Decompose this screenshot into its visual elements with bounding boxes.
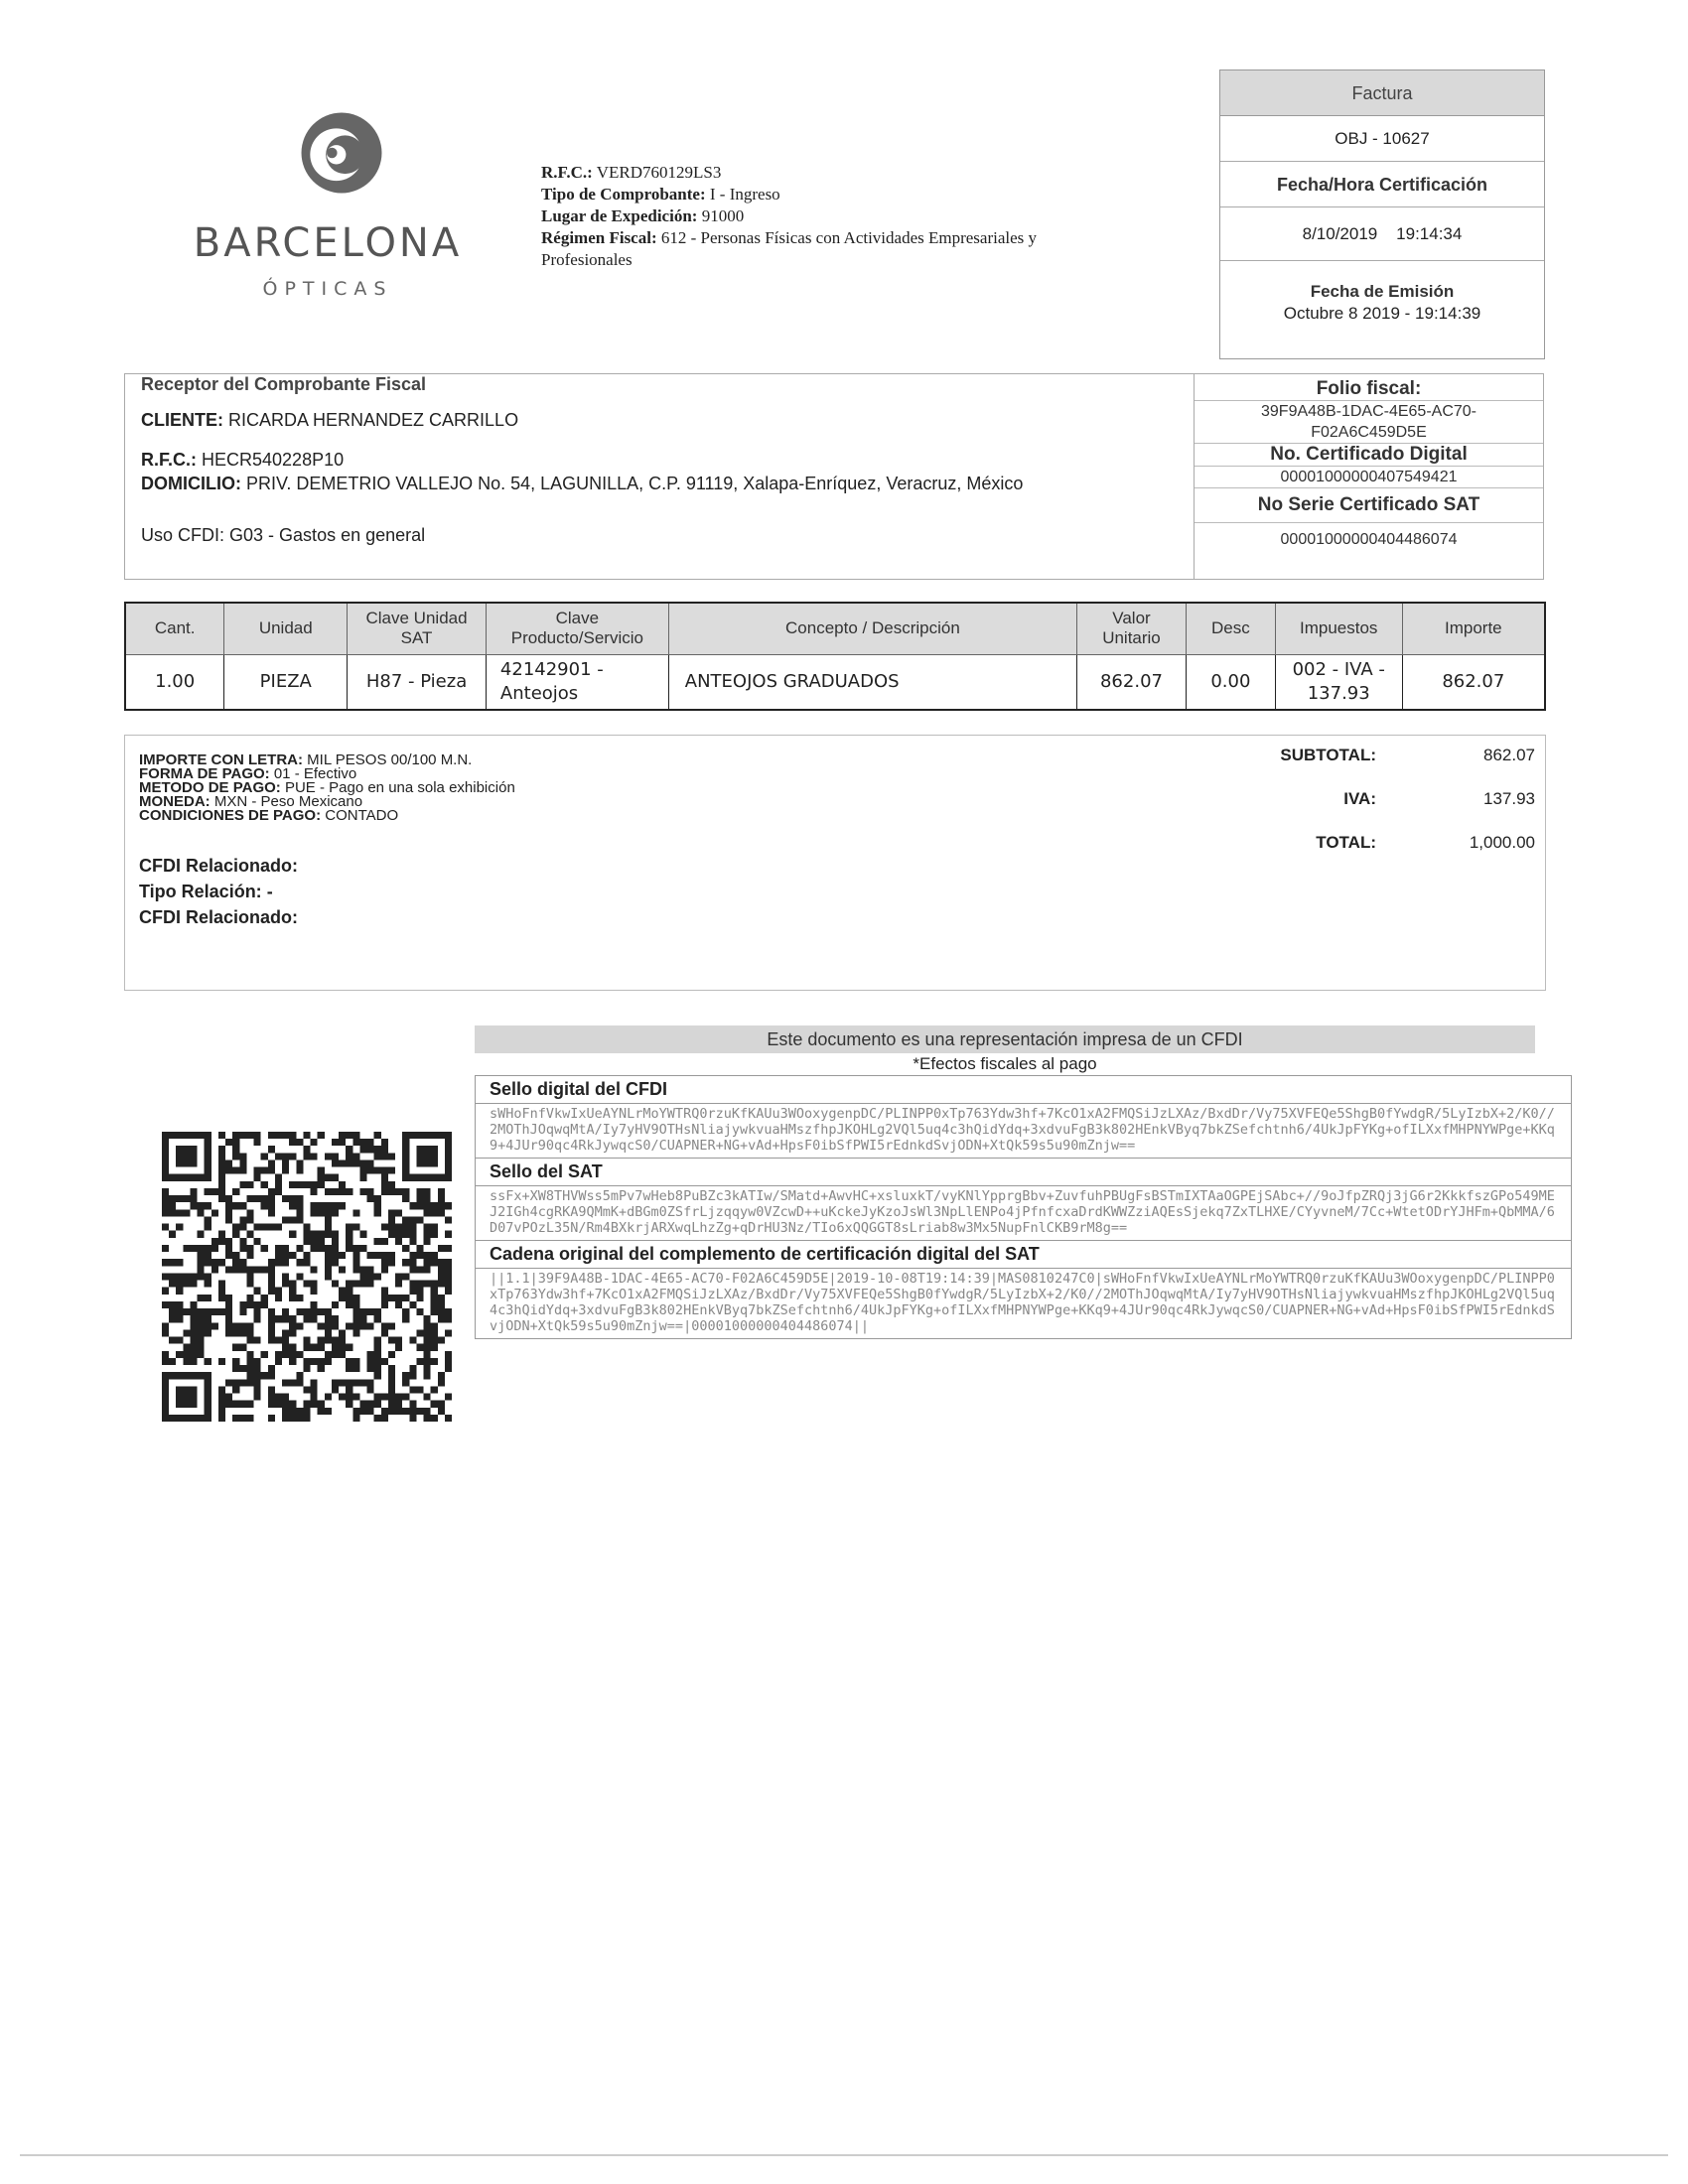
items-header-row	[125, 603, 1545, 654]
col-clave-unidad: Clave Unidad SAT	[348, 603, 487, 654]
factura-title: Factura	[1220, 70, 1544, 116]
issuer-regimen: Régimen Fiscal: 612 - Personas Físicas con Actividades Empresariales y Profesionales	[541, 228, 1038, 269]
col-valor: Valor Unitario	[1077, 603, 1187, 654]
emision-value: Octubre 8 2019 - 19:14:39	[1283, 304, 1481, 323]
payment-details	[139, 753, 515, 823]
col-importe: Importe	[1402, 603, 1545, 654]
col-cant: Cant.	[125, 603, 224, 654]
efectos-fiscales: *Efectos fiscales al pago	[913, 1054, 1097, 1073]
cell-importe: 862.07	[1402, 654, 1545, 710]
folio-label: Folio fiscal:	[1316, 378, 1422, 399]
payment-box	[124, 735, 1546, 991]
cell-impuestos: 002 - IVA - 137.93	[1275, 654, 1402, 710]
col-impuestos: Impuestos	[1275, 603, 1402, 654]
receptor-rfc: R.F.C.: HECR540228P10	[141, 450, 345, 470]
issuer-info	[541, 162, 1137, 271]
sello-cfdi-label: Sello digital del CFDI	[476, 1076, 1571, 1104]
cell-desc: 0.00	[1186, 654, 1275, 710]
qr-code-icon	[162, 1132, 452, 1422]
cell-concepto: ANTEOJOS GRADUADOS	[668, 654, 1076, 710]
col-concepto: Concepto / Descripción	[668, 603, 1076, 654]
tipo-relacion: Tipo Relación: -	[139, 882, 273, 901]
cert-digital-value: 00001000000407549421	[1195, 466, 1543, 487]
cell-valor: 862.07	[1077, 654, 1187, 710]
cell-unidad: PIEZA	[224, 654, 348, 710]
cell-clave-prod: 42142901 - Anteojos	[486, 654, 668, 710]
emision-block	[1220, 261, 1544, 325]
issuer-lugar: Lugar de Expedición: 91000	[541, 206, 745, 225]
totals-block	[1207, 746, 1535, 877]
cfdi-relacionado-1: CFDI Relacionado:	[139, 856, 299, 876]
importe-letra: IMPORTE CON LETRA: MIL PESOS 00/100 M.N.	[139, 751, 473, 768]
barcelona-logo-icon	[298, 109, 385, 197]
receptor-title: Receptor del Comprobante Fiscal	[141, 374, 427, 394]
receptor-domicilio: DOMICILIO: PRIV. DEMETRIO VALLEJO No. 54, LAGUNILLA, C.P. 91119, Xalapa-Enríquez, Veracruz, México	[141, 474, 1024, 493]
cfdi-relacionado-block	[139, 853, 298, 930]
serie-sat-value: 00001000000404486074	[1195, 522, 1543, 550]
condiciones-pago: CONDICIONES DE PAGO: CONTADO	[139, 807, 399, 824]
receptor-cliente: CLIENTE: RICARDA HERNANDEZ CARRILLO	[141, 410, 519, 430]
items-table	[124, 602, 1546, 711]
stamps-block	[475, 1075, 1572, 1339]
emision-label: Fecha de Emisión	[1310, 282, 1455, 301]
cell-clave-unidad: H87 - Pieza	[348, 654, 487, 710]
folio-line-2: F02A6C459D5E	[1311, 424, 1427, 441]
sello-cfdi-value: sWHoFnfVkwIxUeAYNLrMoYWTRQ0rzuKfKAUu3WOoxygenpDC/PLINPP0xTp763Ydw3hf+7KcO1xA2FMQSiJzLXAz/BxdDr/Vy75XVFEQe5ShgB0fYwdgR/5LyIzbX+2/K0//2MOThJOqwqMtA/Iy7yHV9OTHsNliajywkvuaHMszfhpJKOHLg2VQl5uq4c3hQidYdq+3xdvuFgB3k802HEnkVByq7bkZSefchtnh6/4UkJpFYKg+ofILXxfMHPNYWPge+KKq9+4JUr90qc4RkJywqcS0/CUAPNER+NG+vAd+HpsF0ibSfPWI5rEdnkdSvjODN+XtQk59s5u90mZnjw==	[476, 1104, 1571, 1159]
moneda: MONEDA: MXN - Peso Mexicano	[139, 793, 363, 810]
cert-digital-label: No. Certificado Digital	[1195, 443, 1543, 466]
cfdi-relacionado-2: CFDI Relacionado:	[139, 907, 299, 927]
col-clave-prod: Clave Producto/Servicio	[486, 603, 668, 654]
cfdi-banner: Este documento es una representación impresa de un CFDI	[475, 1025, 1535, 1053]
factura-box	[1219, 69, 1545, 359]
metodo-pago: METODO DE PAGO: PUE - Pago en una sola exhibición	[139, 779, 515, 796]
table-row	[125, 654, 1545, 710]
cell-cant: 1.00	[125, 654, 224, 710]
bottom-rule	[20, 2154, 1668, 2156]
subtotal-row: SUBTOTAL: 862.07	[1280, 746, 1535, 764]
col-unidad: Unidad	[224, 603, 348, 654]
issuer-rfc: R.F.C.: VERD760129LS3	[541, 163, 722, 182]
factura-number: OBJ - 10627	[1220, 116, 1544, 162]
serie-sat-label: No Serie Certificado SAT	[1195, 487, 1543, 522]
iva-row: IVA: 137.93	[1343, 789, 1535, 808]
folio-box	[1195, 373, 1544, 580]
issuer-tipo: Tipo de Comprobante: I - Ingreso	[541, 185, 780, 204]
total-row: TOTAL: 1,000.00	[1316, 833, 1535, 852]
forma-pago: FORMA DE PAGO: 01 - Efectivo	[139, 765, 357, 782]
cadena-label: Cadena original del complemento de certificación digital del SAT	[476, 1241, 1571, 1269]
brand-name: BARCELONA	[193, 220, 463, 266]
cert-datetime: 8/10/2019 19:14:34	[1220, 207, 1544, 261]
col-desc: Desc	[1186, 603, 1275, 654]
folio-line-1: 39F9A48B-1DAC-4E65-AC70-	[1195, 400, 1543, 422]
receptor-uso: Uso CFDI: G03 - Gastos en general	[141, 525, 426, 545]
cert-label: Fecha/Hora Certificación	[1220, 162, 1544, 207]
cadena-value: ||1.1|39F9A48B-1DAC-4E65-AC70-F02A6C459D5E|2019-10-08T19:14:39|MAS0810247C0|sWHoFnfVkwIxUeAYNLrMoYWTRQ0rzuKfKAUu3WOoxygenpDC/PLINPP0xTp763Ydw3hf+7KcO1xA2FMQSiJzLXAz/BxdDr/Vy75XVFEQe5ShgB0fYwdgR/5LyIzbX+2/K0//2MOThJOqwqMtA/Iy7yHV9OTHsNliajywkvuaHMszfhpJKOHLg2VQl5uq4c3hQidYdq+3xdvuFgB3k802HEnkVByq7bkZSefchtnh6/4UkJpFYKg+ofILXxfMHPNYWPge+KKq9+4JUr90qc4RkJywqcS0/CUAPNER+NG+vAd+HpsF0ibSfPWI5rEdnkdSvjODN+XtQk59s5u90mZnjw==|00001000000404486074||	[490, 1271, 1555, 1334]
receptor-box	[124, 373, 1195, 580]
brand-subtitle: ÓPTICAS	[262, 278, 393, 300]
sello-sat-label: Sello del SAT	[476, 1159, 1571, 1186]
sello-sat-value: ssFx+XW8THVWss5mPv7wHeb8PuBZc3kATIw/SMatd+AwvHC+xsluxkT/vyKNlYpprgBbv+ZuvfuhPBUgFsBSTmIXTAaOGPEjSAbc+//9oJfpZRQj3jG6r2KkkfszGPo549MEJ2IGh4cgRKA9QMmK+dBGm0ZSfrLjzqqyw0VZcwD++uKckeJyKzoJsWl3NpLlENPo4jPfnfcxaDrdKWWZziAQEsSjekq7ZxTLHXE/CYyvneM/7Cc+WtetODrYJHFm+QbMMA/6D07vPOzL35N/Rm4BXkrjARXwqLhzZg+qDrHU3Nz/TIo6xQQGGT8sLriab8w3Mx5NupFnlCKB9rM8g==	[476, 1186, 1571, 1241]
